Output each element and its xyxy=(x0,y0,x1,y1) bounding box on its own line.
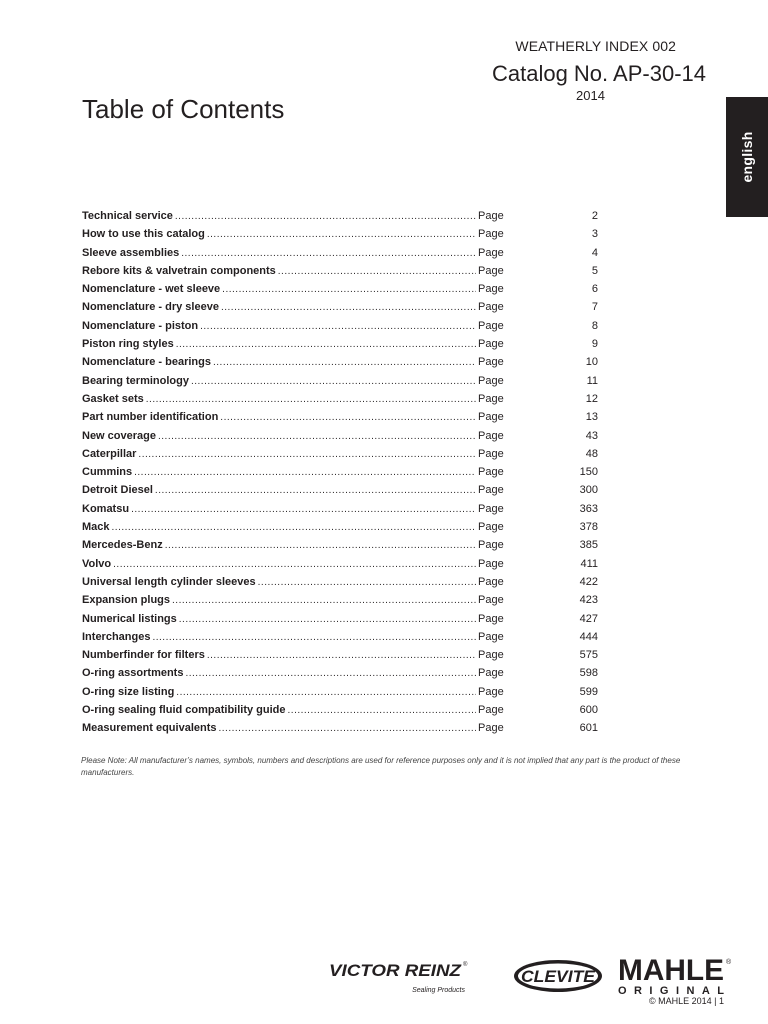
toc-page-word: Page xyxy=(478,630,504,643)
toc-entry[interactable] xyxy=(82,500,598,518)
toc-dot-leader xyxy=(165,537,476,555)
language-tab[interactable] xyxy=(726,97,768,217)
toc-page-number: 3 xyxy=(591,228,598,241)
toc-page-word: Page xyxy=(478,447,504,460)
toc-entry[interactable] xyxy=(82,719,598,737)
toc-entry-title: Part number identification xyxy=(82,411,219,424)
toc-entry-title: Komatsu xyxy=(82,502,130,515)
language-tab-label: english xyxy=(739,131,755,183)
toc-entry[interactable] xyxy=(82,481,598,499)
toc-entry-title: Mack xyxy=(82,521,110,534)
toc-dot-leader xyxy=(258,574,476,592)
victor-reinz-logo xyxy=(329,956,479,996)
toc-entry-title: Mercedes-Benz xyxy=(82,539,163,552)
toc-entry-title: Gasket sets xyxy=(82,392,144,405)
toc-dot-leader xyxy=(176,684,476,702)
toc-entry-title: O-ring sealing fluid compatibility guide xyxy=(82,704,286,717)
toc-entry[interactable] xyxy=(82,353,598,371)
toc-dot-leader xyxy=(220,409,476,427)
toc-page-word: Page xyxy=(478,356,504,369)
toc-page-word: Page xyxy=(478,502,504,515)
toc-entry[interactable] xyxy=(82,244,598,262)
table-of-contents xyxy=(82,207,598,738)
toc-entry[interactable] xyxy=(82,372,598,390)
toc-entry[interactable] xyxy=(82,390,598,408)
toc-page-word: Page xyxy=(478,246,504,259)
toc-page-word: Page xyxy=(478,484,504,497)
toc-page-number: 598 xyxy=(579,667,598,680)
toc-entry-title: Expansion plugs xyxy=(82,594,171,607)
toc-page-word: Page xyxy=(478,539,504,552)
toc-page-number: 2 xyxy=(591,210,598,222)
toc-dot-leader xyxy=(152,629,476,647)
toc-entry-title: New coverage xyxy=(82,429,156,442)
toc-page-number: 599 xyxy=(579,685,598,698)
toc-entry[interactable] xyxy=(82,262,598,280)
disclaimer-note: Please Note: All manufacturer’s names, symbols, numbers and descriptions are used for reference purposes only and it is not implied that any part is the product of these manufacturers. xyxy=(81,756,681,777)
toc-dot-leader xyxy=(207,226,476,244)
toc-page-word: Page xyxy=(478,264,504,277)
toc-page-word: Page xyxy=(478,411,504,424)
toc-entry-title: O-ring size listing xyxy=(82,685,175,698)
toc-page-number: 12 xyxy=(585,392,598,405)
toc-entry[interactable] xyxy=(82,683,598,701)
mahle-original-text: ORIGINAL xyxy=(618,985,724,996)
toc-page-word: Page xyxy=(478,557,504,570)
toc-entry-title: Nomenclature - wet sleeve xyxy=(82,283,221,296)
toc-dot-leader xyxy=(278,263,476,281)
toc-page-number: 411 xyxy=(580,557,598,570)
toc-page-number: 600 xyxy=(579,704,598,717)
catalog-year: 2014 xyxy=(576,88,605,103)
toc-entry-title: Cummins xyxy=(82,466,133,479)
toc-dot-leader xyxy=(158,428,476,446)
toc-page-word: Page xyxy=(478,594,504,607)
toc-page-word: Page xyxy=(478,429,504,442)
toc-page-number: 4 xyxy=(591,246,598,259)
toc-page-word: Page xyxy=(478,722,504,735)
toc-entry[interactable] xyxy=(82,298,598,316)
toc-entry-title: O-ring assortments xyxy=(82,667,184,680)
toc-entry-title: Numberfinder for filters xyxy=(82,649,205,662)
logo-bar xyxy=(0,950,768,1000)
toc-page-number: 6 xyxy=(591,283,598,296)
toc-page-number: 444 xyxy=(579,630,598,643)
toc-page-number: 427 xyxy=(579,612,598,625)
toc-entry[interactable] xyxy=(82,408,598,426)
toc-page-word: Page xyxy=(478,649,504,662)
toc-dot-leader xyxy=(200,318,476,336)
toc-entry[interactable] xyxy=(82,591,598,609)
toc-entry[interactable] xyxy=(82,317,598,335)
toc-entry-title: How to use this catalog xyxy=(82,228,205,241)
toc-entry-title: Volvo xyxy=(82,557,112,570)
toc-page-number: 385 xyxy=(579,539,598,552)
toc-page-number: 5 xyxy=(591,264,598,277)
page-title: Table of Contents xyxy=(82,94,285,124)
toc-page-number: 300 xyxy=(579,484,598,497)
clevite-wordmark: CLEVITE xyxy=(521,967,596,986)
toc-entry-title: Sleeve assemblies xyxy=(82,246,180,259)
toc-page-number: 11 xyxy=(586,374,598,387)
toc-page-word: Page xyxy=(478,374,504,387)
toc-page-number: 601 xyxy=(579,722,598,735)
toc-entry[interactable] xyxy=(82,536,598,554)
toc-dot-leader xyxy=(172,592,476,610)
toc-page-word: Page xyxy=(478,392,504,405)
toc-entry[interactable] xyxy=(82,427,598,445)
toc-entry[interactable] xyxy=(82,207,598,225)
footer-copyright: © MAHLE 2014 | 1 xyxy=(648,996,724,1006)
toc-dot-leader xyxy=(213,354,476,372)
toc-dot-leader xyxy=(134,464,476,482)
toc-dot-leader xyxy=(179,611,476,629)
victor-reinz-wordmark: VICTOR REINZ xyxy=(329,961,462,980)
toc-entry-title: Bearing terminology xyxy=(82,374,189,387)
toc-page-number: 378 xyxy=(579,521,598,534)
toc-dot-leader xyxy=(181,245,476,263)
toc-entry[interactable] xyxy=(82,628,598,646)
toc-entry-title: Nomenclature - bearings xyxy=(82,356,211,369)
toc-page-word: Page xyxy=(478,210,504,222)
toc-page-word: Page xyxy=(478,521,504,534)
toc-entry[interactable] xyxy=(82,335,598,353)
toc-page-word: Page xyxy=(478,466,504,479)
toc-dot-leader xyxy=(185,665,476,683)
toc-entry[interactable] xyxy=(82,445,598,463)
toc-entry[interactable] xyxy=(82,280,598,298)
toc-entry[interactable] xyxy=(82,664,598,682)
toc-entry[interactable] xyxy=(82,225,598,243)
toc-dot-leader xyxy=(112,519,476,537)
toc-dot-leader xyxy=(175,208,476,226)
toc-page-number: 7 xyxy=(591,301,598,314)
toc-dot-leader xyxy=(288,702,476,720)
toc-page-word: Page xyxy=(478,301,504,314)
toc-entry[interactable] xyxy=(82,610,598,628)
toc-page-word: Page xyxy=(478,283,504,296)
toc-entry-title: Nomenclature - piston xyxy=(82,319,199,332)
toc-page-word: Page xyxy=(478,319,504,332)
toc-dot-leader xyxy=(138,446,476,464)
toc-page-word: Page xyxy=(478,685,504,698)
toc-entry-title: Universal length cylinder sleeves xyxy=(82,575,256,588)
toc-page-word: Page xyxy=(478,667,504,680)
toc-entry-title: Measurement equivalents xyxy=(82,722,217,735)
catalog-index-label: WEATHERLY INDEX 002 xyxy=(515,38,676,54)
toc-entry-title: Interchanges xyxy=(82,630,151,643)
toc-dot-leader xyxy=(221,299,476,317)
toc-page-word: Page xyxy=(478,228,504,241)
toc-page-number: 8 xyxy=(591,319,598,332)
toc-entry[interactable] xyxy=(82,518,598,536)
toc-page-number: 13 xyxy=(585,411,598,424)
toc-dot-leader xyxy=(207,647,476,665)
toc-dot-leader xyxy=(191,373,476,391)
mahle-logo xyxy=(618,954,734,996)
victor-reinz-tagline: Sealing Products xyxy=(412,987,465,994)
toc-entry-title: Rebore kits & valvetrain components xyxy=(82,264,276,277)
toc-page-number: 422 xyxy=(579,575,598,588)
toc-entry[interactable] xyxy=(82,573,598,591)
mahle-registered: ® xyxy=(726,959,732,966)
toc-entry[interactable] xyxy=(82,463,598,481)
toc-dot-leader xyxy=(113,556,476,574)
victor-reinz-registered: ® xyxy=(463,962,468,968)
toc-dot-leader xyxy=(219,720,477,738)
toc-entry[interactable] xyxy=(82,701,598,719)
toc-page-number: 363 xyxy=(579,502,598,515)
toc-dot-leader xyxy=(131,501,476,519)
toc-page-number: 10 xyxy=(585,356,598,369)
toc-entry[interactable] xyxy=(82,646,598,664)
toc-page-number: 43 xyxy=(585,429,598,442)
toc-page-number: 150 xyxy=(579,466,598,479)
toc-page-word: Page xyxy=(478,704,504,717)
toc-page-number: 9 xyxy=(591,338,598,351)
toc-entry-title: Piston ring styles xyxy=(82,338,174,351)
toc-page-word: Page xyxy=(478,575,504,588)
toc-entry-title: Caterpillar xyxy=(82,447,137,460)
toc-dot-leader xyxy=(222,281,476,299)
toc-page-word: Page xyxy=(478,612,504,625)
toc-entry[interactable] xyxy=(82,555,598,573)
clevite-logo xyxy=(512,954,604,994)
toc-dot-leader xyxy=(176,336,476,354)
toc-dot-leader xyxy=(146,391,476,409)
catalog-number: Catalog No. AP-30-14 xyxy=(491,61,706,86)
toc-page-word: Page xyxy=(478,338,504,351)
toc-page-number: 423 xyxy=(579,594,598,607)
toc-dot-leader xyxy=(155,482,476,500)
toc-page-number: 48 xyxy=(585,447,598,460)
toc-entry-title: Technical service xyxy=(82,210,173,222)
toc-entry-title: Nomenclature - dry sleeve xyxy=(82,301,219,314)
mahle-wordmark: MAHLE xyxy=(618,954,724,987)
toc-entry-title: Numerical listings xyxy=(82,612,177,625)
toc-page-number: 575 xyxy=(579,649,598,662)
toc-entry-title: Detroit Diesel xyxy=(82,484,153,497)
